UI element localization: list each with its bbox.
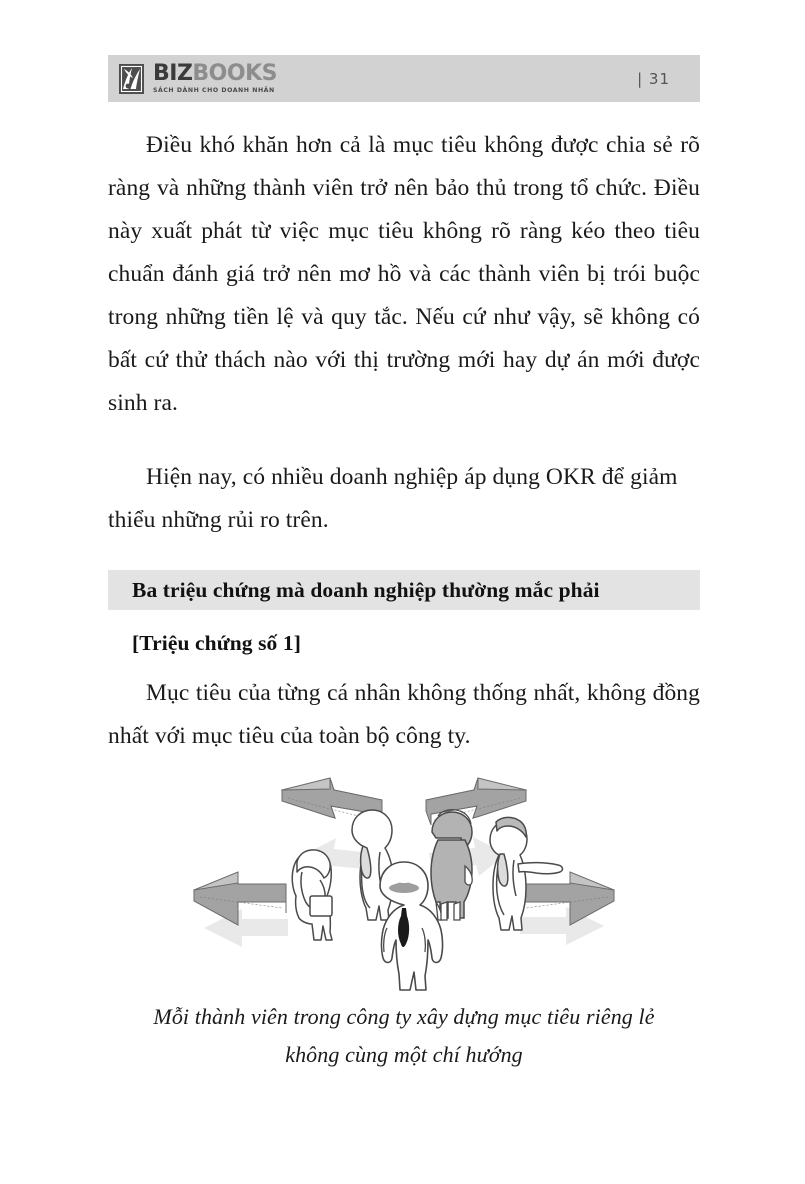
- brand-name: [153, 60, 277, 86]
- people-arrows-diagram: [184, 768, 624, 998]
- spacer: [108, 435, 700, 456]
- running-header: [108, 55, 700, 102]
- person-left: [292, 850, 332, 940]
- brand-tagline: SÁCH DÀNH CHO DOANH NHÂN: [153, 86, 275, 94]
- brand-logo: [108, 60, 277, 95]
- figure-caption: [108, 998, 700, 1074]
- section-heading-bar: [108, 570, 700, 610]
- brand-wordmark: [153, 60, 277, 94]
- page-number: | 31: [637, 69, 670, 88]
- paragraph-3: Mục tiêu của từng cá nhân không thống nhất, không đồng nhất với mục tiêu của toàn bộ công ty.: [108, 680, 700, 749]
- spacer: [108, 552, 700, 570]
- spacer: [108, 610, 700, 631]
- person-right-pointing: [490, 817, 562, 930]
- figure-caption-line-1: Mỗi thành viên trong công ty xây dựng mục tiêu riêng lẻ: [153, 1004, 655, 1029]
- spacer: [108, 656, 700, 672]
- figure-caption-line-2: không cùng một chí hướng: [285, 1042, 523, 1067]
- sub-heading: [Triệu chứng số 1]: [132, 631, 301, 655]
- brand-name-biz: BIZ: [153, 60, 193, 86]
- person-gray-dress: [431, 810, 472, 920]
- figure-illustration: [108, 768, 700, 1074]
- page-content: [108, 124, 700, 1074]
- paragraph-2: Hiện nay, có nhiều doanh nghiệp áp dụng OKR để giảm thiểu những rủi ro trên.: [108, 464, 678, 533]
- brand-name-books: BOOKS: [192, 60, 277, 86]
- section-heading-text: Ba triệu chứng mà doanh nghiệp thường mắc phải: [132, 577, 600, 602]
- book-leaf-logo-icon: [117, 63, 146, 95]
- paragraph-1: Điều khó khăn hơn cả là mục tiêu không được chia sẻ rõ ràng và những thành viên trở nên bảo thủ trong tổ chức. Điều này xuất phát từ việc mục tiêu không rõ ràng kéo theo tiêu chuẩn đánh giá trở nên mơ hồ và các thành viên bị trói buộc trong những tiền lệ và quy tắc. Nếu cứ như vậy, sẽ không có bất cứ thử thách nào với thị trường mới hay dự án mới được sinh ra.: [108, 132, 700, 416]
